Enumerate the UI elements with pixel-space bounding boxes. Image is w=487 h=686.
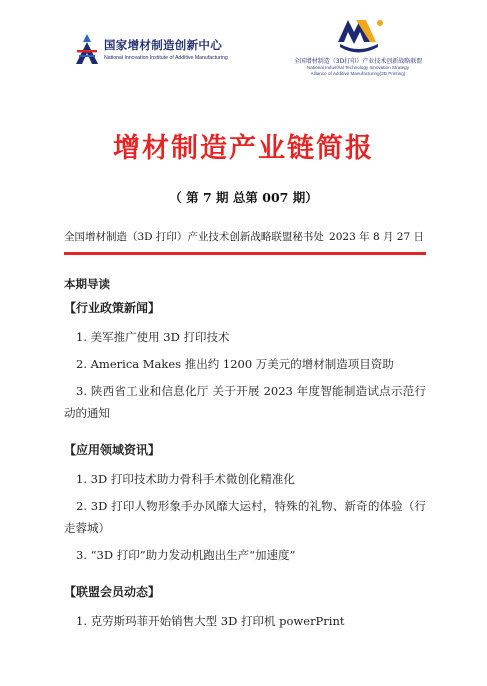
table-of-contents (64, 276, 426, 637)
list-item[interactable]: 1. 美军推广使用 3D 打印技术 (76, 330, 230, 344)
list-item[interactable]: 1. 3D 打印技术助力骨科手术微创化精准化 (76, 472, 295, 486)
section-heading-members: 【联盟会员动态】 (64, 585, 161, 599)
alliance-logo (288, 14, 428, 77)
institute-emblem-icon (74, 33, 100, 65)
publisher-line (64, 229, 424, 244)
list-item[interactable]: 3. 陕西省工业和信息化厅 关于开展 2023 年度智能制造试点示范行动的通知 (64, 384, 426, 420)
publisher: 全国增材制造（3D 打印）产业技术创新战略联盟秘书处 (64, 231, 324, 243)
red-divider (64, 252, 426, 255)
innovation-center-logo (74, 33, 228, 65)
list-item[interactable]: 2. America Makes 推出约 1200 万美元的增材制造项目资助 (76, 357, 394, 371)
issue-number: （ 第 7 期 总第 007 期） (169, 190, 318, 205)
section-heading-policy: 【行业政策新闻】 (64, 301, 161, 315)
section-heading-applications: 【应用领域资讯】 (64, 443, 161, 457)
list-item[interactable]: 3. “3D 打印”助力发动机跑出生产“加速度” (76, 548, 296, 562)
bulletin-title: 增材制造产业链简报 (113, 133, 374, 164)
left-logo-name-en: National Innovation Institute of Additive Manufacturing (104, 55, 228, 61)
guide-label: 本期导读 (64, 277, 110, 291)
publish-date: 2023 年 8 月 27 日 (329, 231, 424, 243)
list-item[interactable]: 2. 3D 打印人物形象手办风靡大运村，特殊的礼物、新奇的体验（行走蓉城） (64, 499, 426, 535)
alliance-emblem-icon (318, 14, 398, 54)
right-logo-name-cn: 全国增材制造（3D打印）产业技术创新战略联盟 (293, 58, 423, 65)
right-logo-name-en-2: Alliance of Additive Manufacturing(3D Printing) (310, 71, 406, 76)
right-logo-name-en-1: National Industrial Technology Innovation Strategy (306, 65, 410, 70)
left-logo-name-cn: 国家增材制造创新中心 (104, 38, 222, 52)
list-item[interactable]: 1. 克劳斯玛菲开始销售大型 3D 打印机 powerPrint (76, 614, 345, 628)
